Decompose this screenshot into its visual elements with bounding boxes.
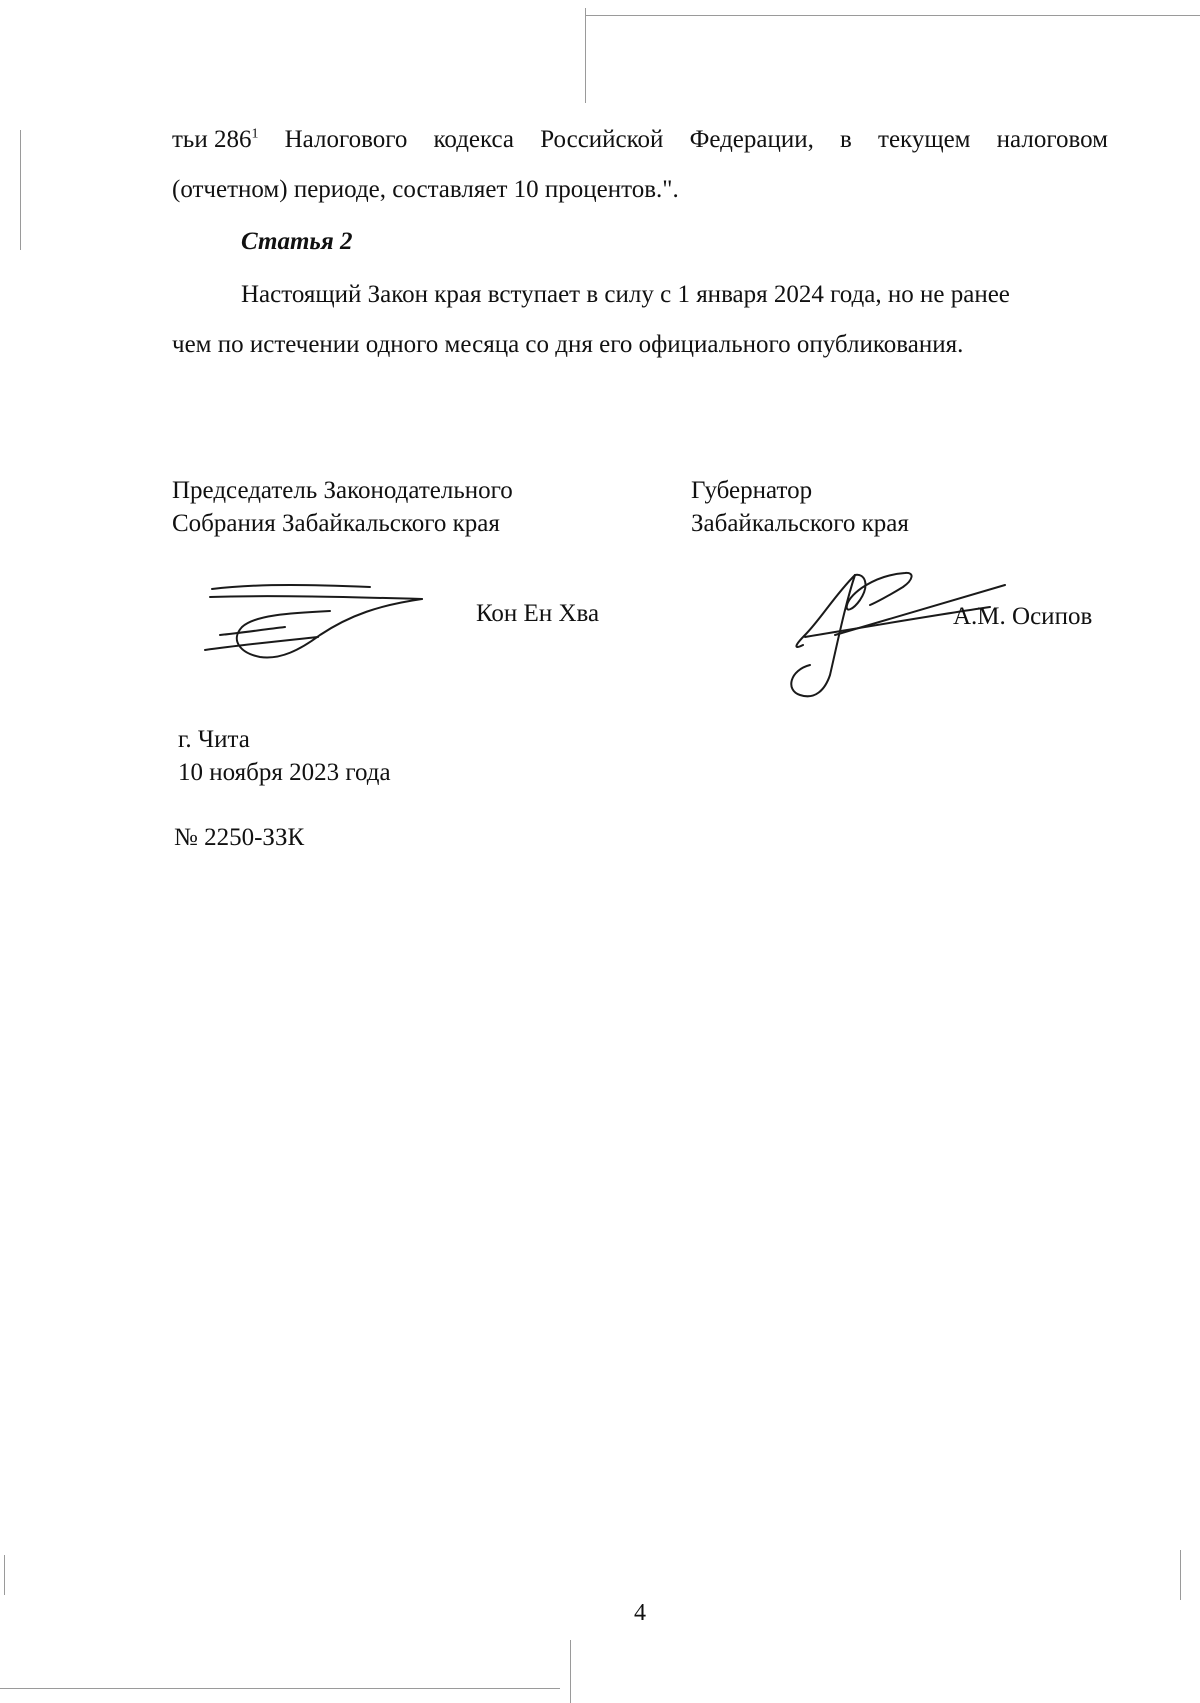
right-title-line-1: Губернатор (691, 477, 813, 504)
law-number: № 2250-ЗЗК (174, 824, 305, 851)
article-line-2: чем по истечении одного месяца со дня его официального опубликования. (172, 331, 964, 358)
paragraph-line-2: (отчетном) периоде, составляет 10 процентов.". (172, 176, 679, 203)
signing-city: г. Чита (178, 726, 250, 753)
word: налоговом (996, 126, 1108, 153)
scan-artifact-top-line (585, 15, 1200, 16)
article-line-1: Настоящий Закон края вступает в силу с 1 января 2024 года, но не ранее (241, 281, 1010, 308)
word: Налогового (284, 126, 408, 153)
scan-artifact-bottom-fold (570, 1640, 571, 1703)
word: Российской (540, 126, 664, 153)
page-number: 4 (634, 1600, 646, 1626)
left-title-line-1: Председатель Законодательного (172, 477, 513, 504)
article-heading: Статья 2 (241, 228, 353, 255)
right-signatory-title (691, 474, 909, 540)
scan-artifact-left-bottom-edge (4, 1555, 5, 1595)
left-signatory-name: Кон Ен Хва (476, 600, 600, 627)
paragraph-continuation (172, 115, 1108, 215)
word: текущем (878, 126, 971, 153)
right-title-line-2: Забайкальского края (691, 510, 909, 537)
scan-artifact-top-fold (585, 8, 586, 103)
right-signature (775, 565, 1015, 705)
article-text (172, 270, 1112, 370)
superscript-number: 1 (251, 126, 259, 142)
word: в (840, 126, 852, 153)
paragraph-line-1 (172, 115, 1108, 165)
right-signatory-name: А.М. Осипов (953, 603, 1093, 630)
signing-date: 10 ноября 2023 года (178, 759, 391, 786)
word: кодекса (433, 126, 515, 153)
left-title-line-2: Собрания Забайкальского края (172, 510, 500, 537)
scan-artifact-bottom-line (0, 1688, 560, 1689)
signing-details (178, 723, 391, 789)
word: Федерации, (689, 126, 814, 153)
left-signature (200, 575, 440, 665)
scan-artifact-right-edge (1180, 1550, 1181, 1600)
scan-artifact-left-edge (20, 130, 21, 250)
left-signatory-title (172, 474, 513, 540)
article-reference: тьи $286^1$ (172, 126, 259, 153)
